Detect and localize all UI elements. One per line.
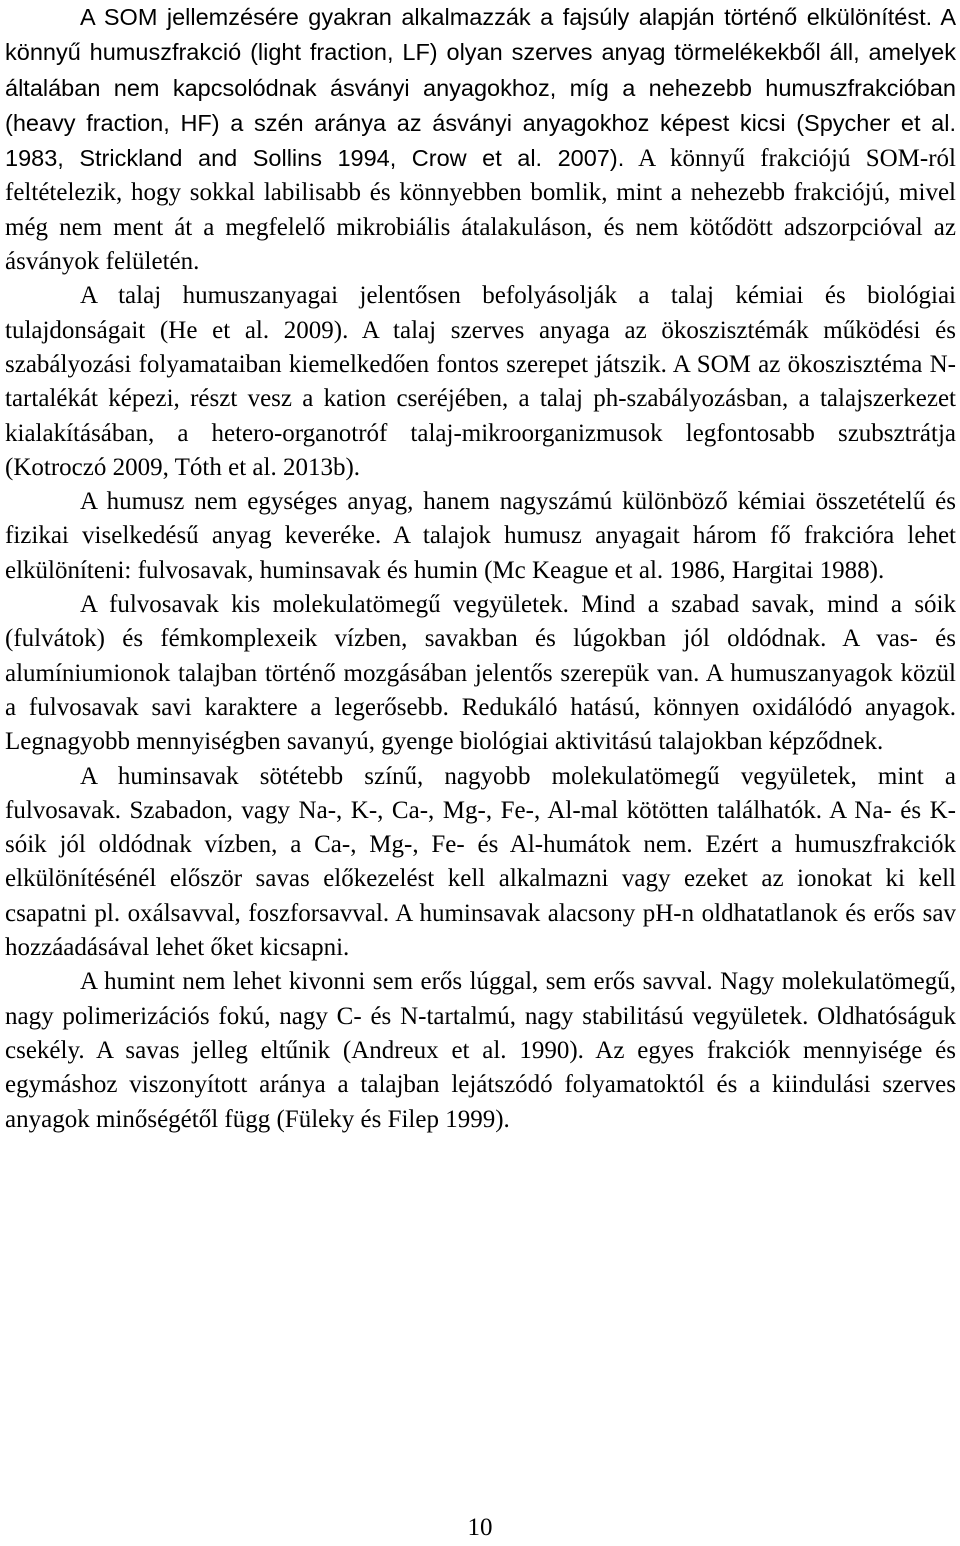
paragraph-som-fractions <box>5 0 956 279</box>
paragraph-fulvic-acids: A fulvosavak kis molekulatömegű vegyületek. Mind a szabad savak, mind a sóik (fulvátok) és fémkomplexeik vízben, savakban és lúgokban jól oldódnak. A vas- és alumíniumionok talajban történő mozgásában jelentős szerepük van. A humuszanyagok közül a fulvosavak savi karaktere a legerősebb. Redukáló hatású, könnyen oxidálódó anyagok. Legnagyobb mennyiségben savanyú, gyenge biológiai aktivitású talajokban képződnek. <box>5 591 956 756</box>
paragraph-som-fractions-sans-part: A SOM jellemzésére gyakran alkalmazzák a fajsúly alapján történő elkülönítést. A könnyű humuszfrakció (light fraction, LF) olyan szerves anyag törmelékekből áll, amelyek általában nem kapcsolódnak ásványi anyagokhoz, míg a nehezebb humuszfrakcióban (heavy fraction, HF) a szén aránya az ásványi anyagokhoz képest kicsi (Spycher et al. 1983, Strickland and Sollins 1994, Crow et al. 2007). <box>5 4 956 172</box>
paragraph-som-fractions-serif-part: A könnyű frakciójú SOM-ról feltételezik, hogy sokkal labilisabb és könnyebben bomlik, mint a nehezebb frakciójú, mivel még nem ment át a megfelelő mikrobiális átalakuláson, és nem kötődött adszorpcióval az ásványok felületén. <box>5 145 956 276</box>
paragraph-humus-composition: A humusz nem egységes anyag, hanem nagyszámú különböző kémiai összetételű és fizikai viselkedésű anyag keveréke. A talajok humusz anyagait három fő frakcióra lehet elkülöníteni: fulvosavak, huminsavak és humin (Mc Keague et al. 1986, Hargitai 1988). <box>5 488 956 584</box>
page-number: 10 <box>467 1514 493 1541</box>
paragraph-soil-humus: A talaj humuszanyagai jelentősen befolyásolják a talaj kémiai és biológiai tulajdonságait (He et al. 2009). A talaj szerves anyaga az ökoszisztémák működési és szabályozási folyamataiban kiemelkedően fontos szerepet játszik. A SOM az ökoszisztéma N-tartalékát képezi, részt vesz a kation cseréjében, a talaj ph-szabályozásban, a talajszerkezet kialakításában, a hetero-organotróf talaj-mikroorganizmusok legfontosabb szubsztrátja (Kotroczó 2009, Tóth et al. 2013b). <box>5 282 956 481</box>
body-text <box>5 0 956 1137</box>
paragraph-humic-acids: A huminsavak sötétebb színű, nagyobb molekulatömegű vegyületek, mint a fulvosavak. Szabadon, vagy Na-, K-, Ca-, Mg-, Fe-, Al-mal kötötten találhatók. A Na- és K- sóik jól oldódnak vízben, a Ca-, Mg-, Fe- és Al-humátok nem. Ezért a humuszfrakciók elkülönítésénél először savas előkezelést kell alkalmazni vagy ezeket az ionokat ki kell csapatni pl. oxálsavval, foszforsavval. A huminsavak alacsony pH-n oldhatatlanok és erős sav hozzáadásával lehet őket kicsapni. <box>5 762 956 962</box>
paragraph-humin: A humint nem lehet kivonni sem erős lúggal, sem erős savval. Nagy molekulatömegű, nagy polimerizációs fokú, nagy C- és N-tartalmú, nagy stabilitású vegyületek. Oldhatóságuk csekély. A savas jelleg eltűnik (Andreux et al. 1990). Az egyes frakciók mennyisége és egymáshoz viszonyított aránya a talajban lejátszódó folyamatoktól és a kiindulási szerves anyagok minőségétől függ (Füleky és Filep 1999). <box>5 968 956 1133</box>
